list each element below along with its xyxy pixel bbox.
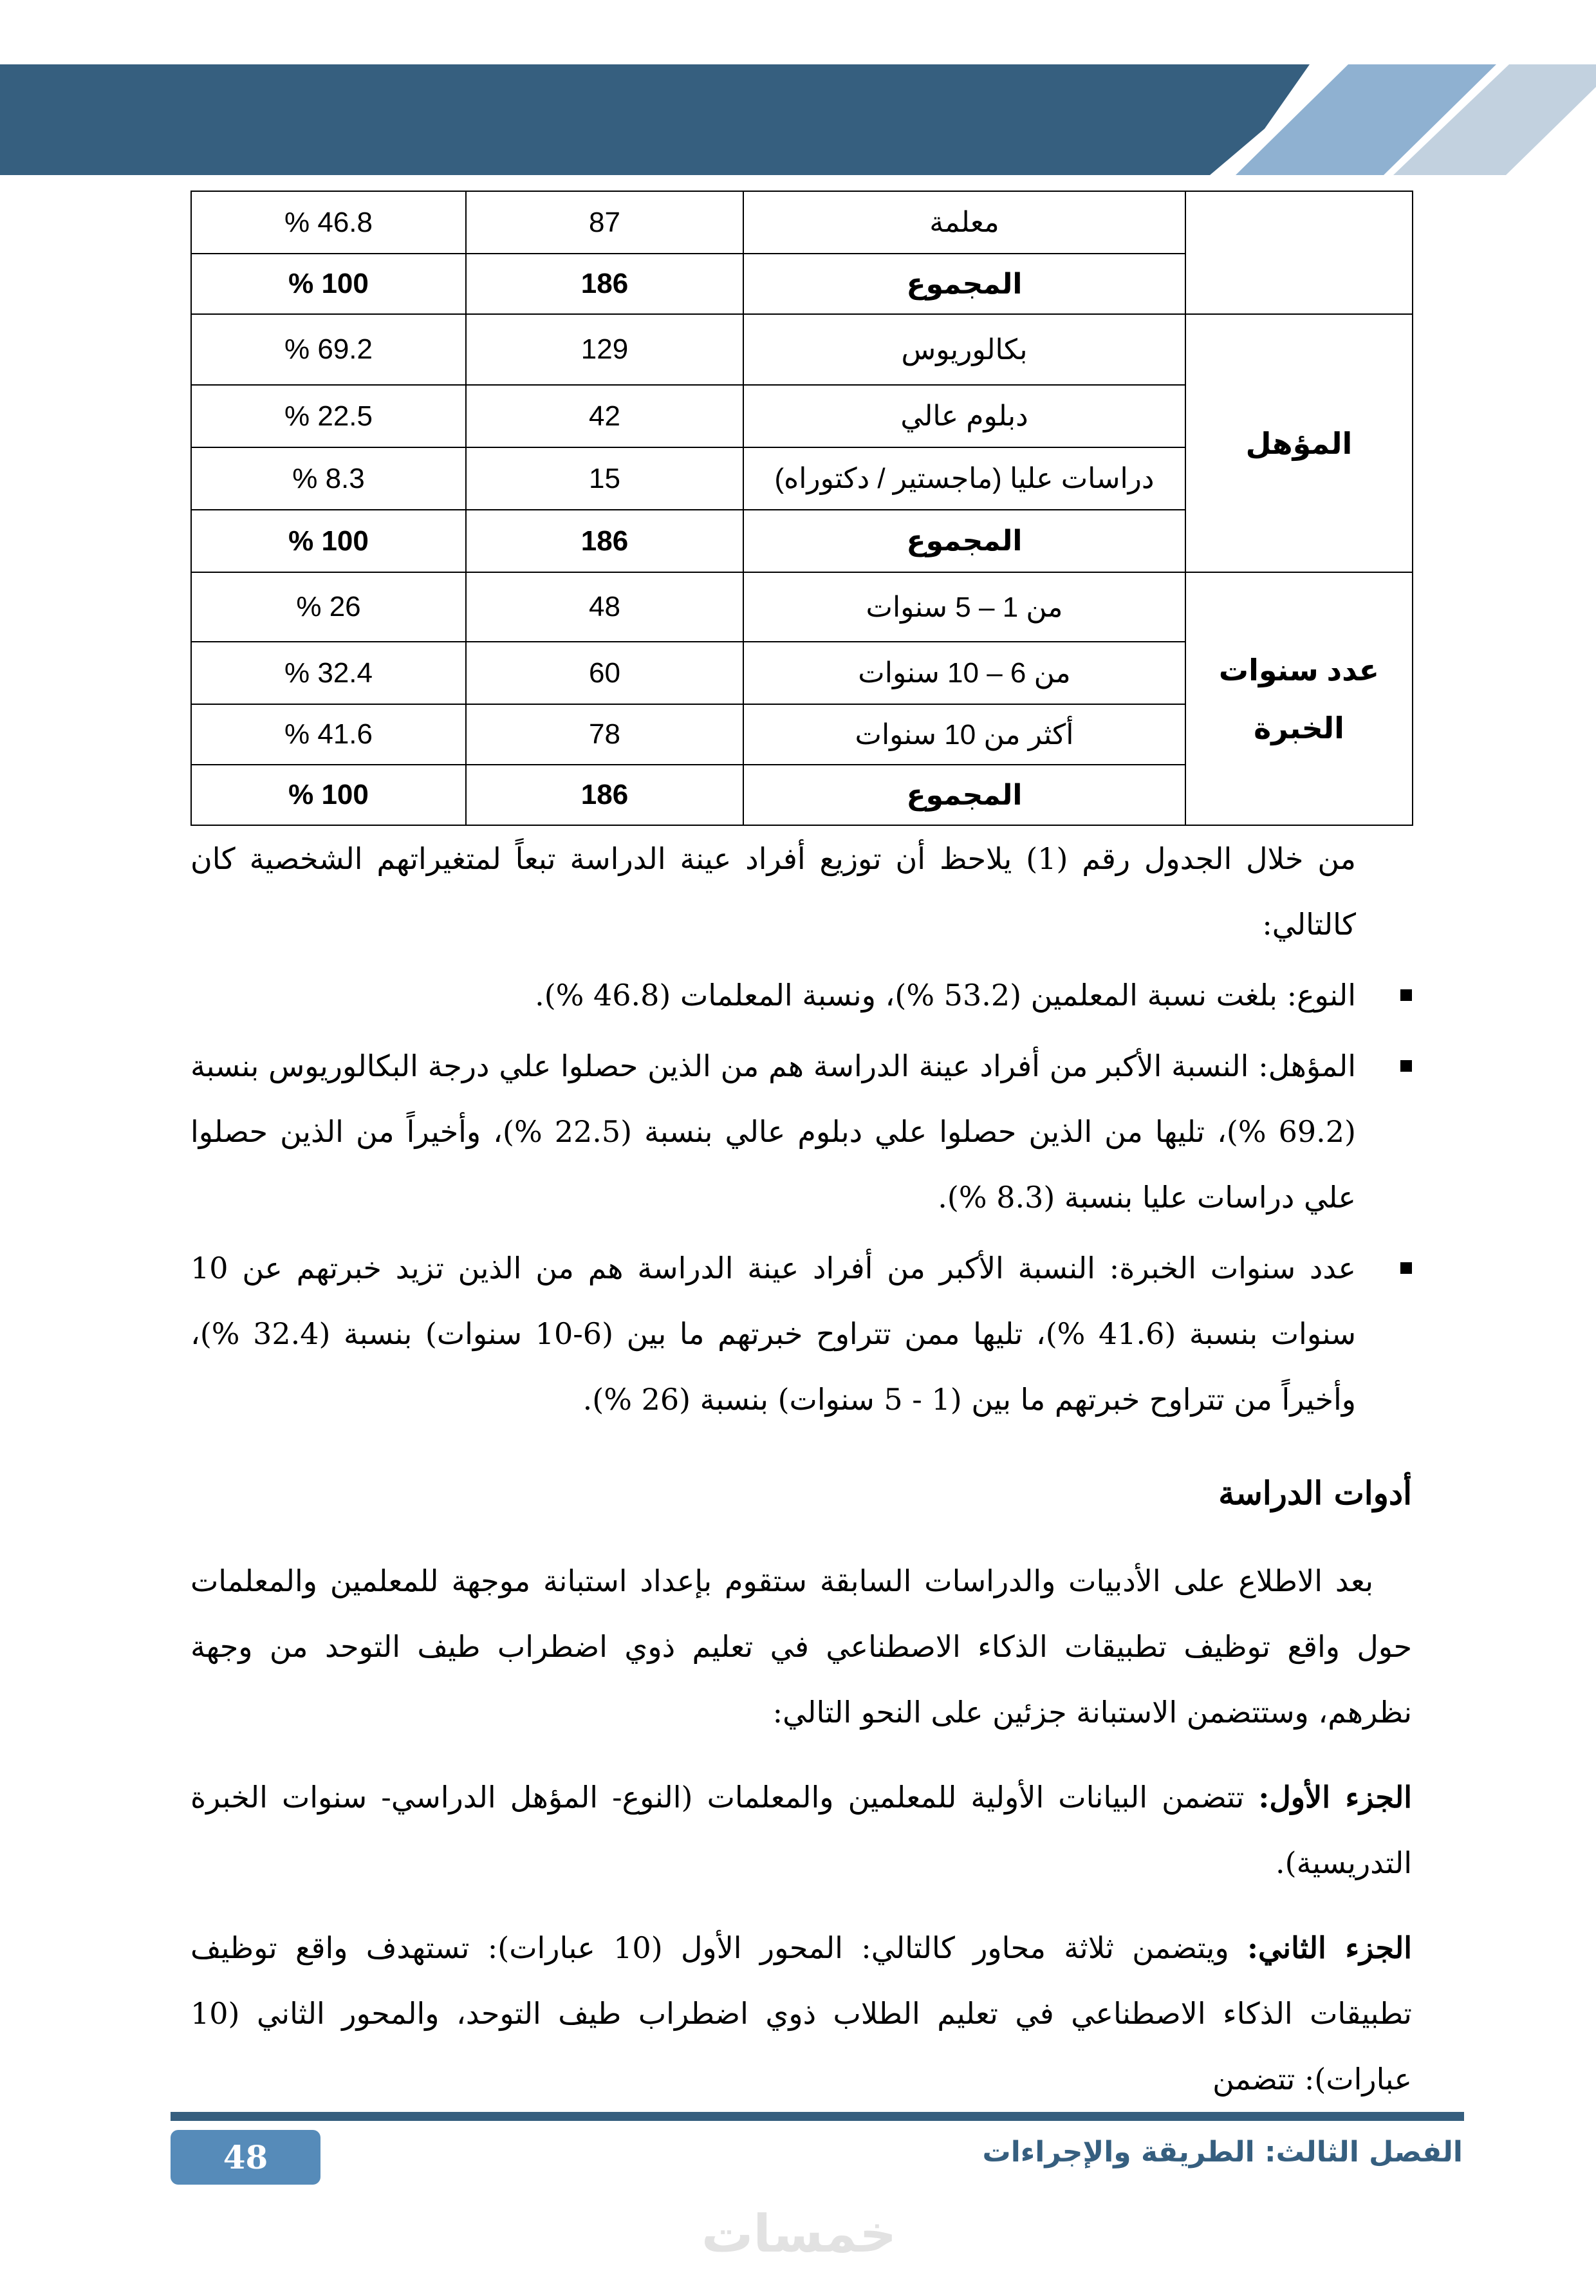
category-cell: المجموع <box>743 254 1185 314</box>
category-cell: بكالوريوس <box>743 314 1185 385</box>
bullet-square-icon <box>1400 1262 1412 1274</box>
count-cell: 186 <box>466 765 743 825</box>
bullet-text: النوع: بلغت نسبة المعلمين (53.2 %)، ونسبة المعلمات (46.8 %). <box>535 978 1356 1013</box>
page-footer <box>0 2112 1596 2296</box>
count-cell: 87 <box>466 191 743 254</box>
part1-paragraph <box>190 1764 1412 1896</box>
count-cell: 60 <box>466 642 743 704</box>
intro-paragraph: من خلال الجدول رقم (1) يلاحظ أن توزيع أفراد عينة الدراسة تبعاً لمتغيراتهم الشخصية كان كالتالي: <box>190 841 1356 942</box>
category-cell: دراسات عليا (ماجستير / دكتوراه) <box>743 447 1185 510</box>
part1-text: تتضمن البيانات الأولية للمعلمين والمعلمات (النوع- المؤهل الدراسي- سنوات الخبرة التدريسية). <box>190 1780 1412 1880</box>
percent-cell: % 32.4 <box>191 642 466 704</box>
percent-cell: % 46.8 <box>191 191 466 254</box>
bullet-square-icon <box>1400 1060 1412 1072</box>
count-cell: 42 <box>466 385 743 447</box>
category-cell: معلمة <box>743 191 1185 254</box>
chapter-title: الفصل الثالث: الطريقة والإجراءات <box>982 2136 1463 2169</box>
count-cell: 129 <box>466 314 743 385</box>
percent-cell: % 100 <box>191 510 466 572</box>
percent-cell: % 26 <box>191 572 466 642</box>
group-label <box>1185 191 1413 314</box>
group-label: عدد سنوات الخبرة <box>1185 572 1413 825</box>
tools-text: بعد الاطلاع على الأدبيات والدراسات السابقة ستقوم بإعداد استبانة موجهة للمعلمين والمعلمات حول واقع توظيف تطبيقات الذكاء الاصطناعي في تعليم ذوي اضطراب طيف التوحد من وجهة نظرهم، وستتضمن الاستبانة جزئين على النحو التالي: <box>190 1563 1412 1730</box>
table-row <box>191 572 1413 642</box>
category-cell: أكثر من 10 سنوات <box>743 704 1185 765</box>
count-cell: 48 <box>466 572 743 642</box>
percent-cell: % 100 <box>191 765 466 825</box>
bullet-text: عدد سنوات الخبرة: النسبة الأكبر من أفراد عينة الدراسة هم من الذين تزيد خبرتهم عن 10 سنوات بنسبة (41.6 %)، تليها ممن تتراوح خبرتهم ما بين (6-10 سنوات) بنسبة (32.4 %)، وأخيراً من تتراوح خبرتهم ما بين (1 - 5 سنوات) بنسبة (26 %). <box>190 1251 1357 1417</box>
count-cell: 78 <box>466 704 743 765</box>
percent-cell: % 100 <box>191 254 466 314</box>
count-cell: 15 <box>466 447 743 510</box>
category-cell: دبلوم عالي <box>743 385 1185 447</box>
category-cell: من 6 – 10 سنوات <box>743 642 1185 704</box>
body-content <box>190 826 1412 2112</box>
demographics-table <box>190 191 1413 826</box>
section-heading: أدوات الدراسة <box>1218 1474 1412 1512</box>
bullet-gender <box>190 962 1412 1028</box>
part1-label: الجزء الأول: <box>1258 1780 1412 1815</box>
page-number: 48 <box>171 2130 320 2185</box>
footer-divider <box>171 2112 1464 2121</box>
percent-cell: % 8.3 <box>191 447 466 510</box>
category-cell: المجموع <box>743 510 1185 572</box>
count-cell: 186 <box>466 254 743 314</box>
bullet-text: المؤهل: النسبة الأكبر من أفراد عينة الدراسة هم من الذين حصلوا علي درجة البكالوريوس بنسبة (69.2 %)، تليها من الذين حصلوا علي دبلوم عالي بنسبة (22.5 %)، وأخيراً من الذين حصلوا علي دراسات عليا بنسبة (8.3 %). <box>190 1049 1356 1215</box>
part2-label: الجزء الثاني: <box>1247 1930 1412 1965</box>
percent-cell: % 41.6 <box>191 704 466 765</box>
watermark-logo: خمسات <box>701 2204 897 2264</box>
percent-cell: % 69.2 <box>191 314 466 385</box>
part2-text: ويتضمن ثلاثة محاور كالتالي: المحور الأول (10 عبارات): تستهدف واقع توظيف تطبيقات الذكاء الاصطناعي في تعليم الطلاب ذوي اضطراب طيف التوحد، والمحور الثاني (10 عبارات): تتضمن <box>190 1930 1412 2096</box>
table-row <box>191 314 1413 385</box>
tools-paragraph <box>190 1548 1412 1745</box>
bullet-qualification <box>190 1033 1412 1230</box>
bullet-square-icon <box>1400 989 1412 1001</box>
part2-paragraph <box>190 1915 1412 2112</box>
category-cell: من 1 – 5 سنوات <box>743 572 1185 642</box>
count-cell: 186 <box>466 510 743 572</box>
percent-cell: % 22.5 <box>191 385 466 447</box>
bullet-experience <box>190 1235 1412 1432</box>
group-label: المؤهل <box>1185 314 1413 572</box>
category-cell: المجموع <box>743 765 1185 825</box>
table-row <box>191 191 1413 254</box>
